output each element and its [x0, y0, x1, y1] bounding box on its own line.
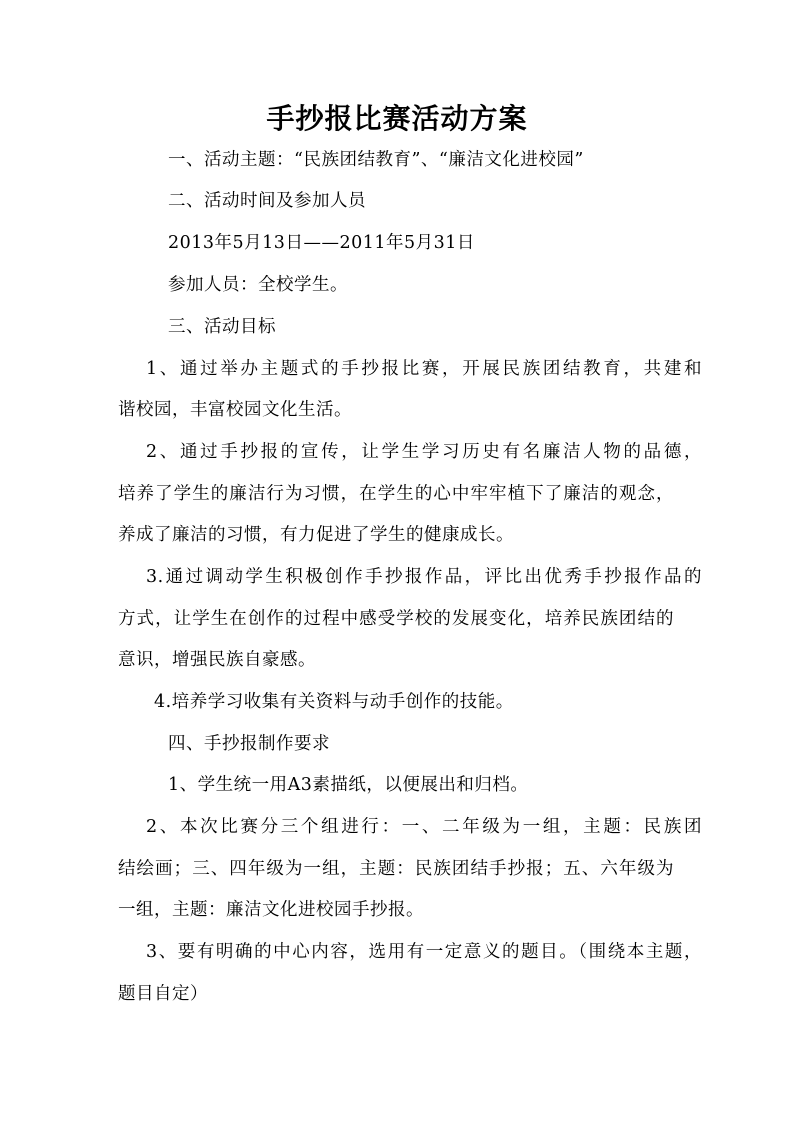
paragraph-line: 题目自定）	[118, 984, 208, 1004]
paragraph-line: 4.培养学习收集有关资料与动手创作的技能。	[154, 692, 514, 712]
participants: 参加人员：全校学生。	[168, 275, 348, 295]
activity-dates: 2013年5月13日——2011年5月31日	[168, 233, 475, 253]
paragraph-line: 结绘画；三、四年级为一组，主题：民族团结手抄报；五、六年级为	[118, 859, 674, 879]
section-heading-requirements: 四、手抄报制作要求	[168, 734, 330, 754]
paragraph-line: 方式，让学生在创作的过程中感受学校的发展变化，培养民族团结的	[118, 609, 674, 629]
paragraph-line: 2、通过手抄报的宣传，让学生学习历史有名廉洁人物的品德，	[146, 442, 702, 462]
paragraph-line: 1、通过举办主题式的手抄报比赛，开展民族团结教育，共建和	[146, 359, 702, 379]
paragraph-line: 一组，主题：廉洁文化进校园手抄报。	[118, 900, 424, 920]
paragraph-line: 3.通过调动学生积极创作手抄报作品，评比出优秀手抄报作品的	[146, 567, 702, 587]
page-title: 手抄报比赛活动方案	[266, 102, 528, 135]
paragraph-line: 养成了廉洁的习惯，有力促进了学生的健康成长。	[118, 525, 514, 545]
paragraph-line: 3、要有明确的中心内容，选用有一定意义的题目。（围绕本主题，	[146, 942, 702, 962]
section-heading-time: 二、活动时间及参加人员	[168, 191, 366, 211]
paragraph-line: 1、学生统一用A3素描纸，以便展出和归档。	[168, 775, 529, 795]
paragraph-line: 培养了学生的廉洁行为习惯，在学生的心中牢牢植下了廉洁的观念，	[118, 484, 674, 504]
paragraph-line: 意识，增强民族自豪感。	[118, 650, 316, 670]
paragraph-line: 2、本次比赛分三个组进行：一、二年级为一组，主题：民族团	[146, 817, 702, 837]
paragraph-line: 谐校园，丰富校园文化生活。	[118, 400, 352, 420]
section-heading-goals: 三、活动目标	[168, 317, 276, 337]
section-heading-theme: 一、活动主题：“民族团结教育”、“廉洁文化进校园”	[168, 150, 584, 170]
